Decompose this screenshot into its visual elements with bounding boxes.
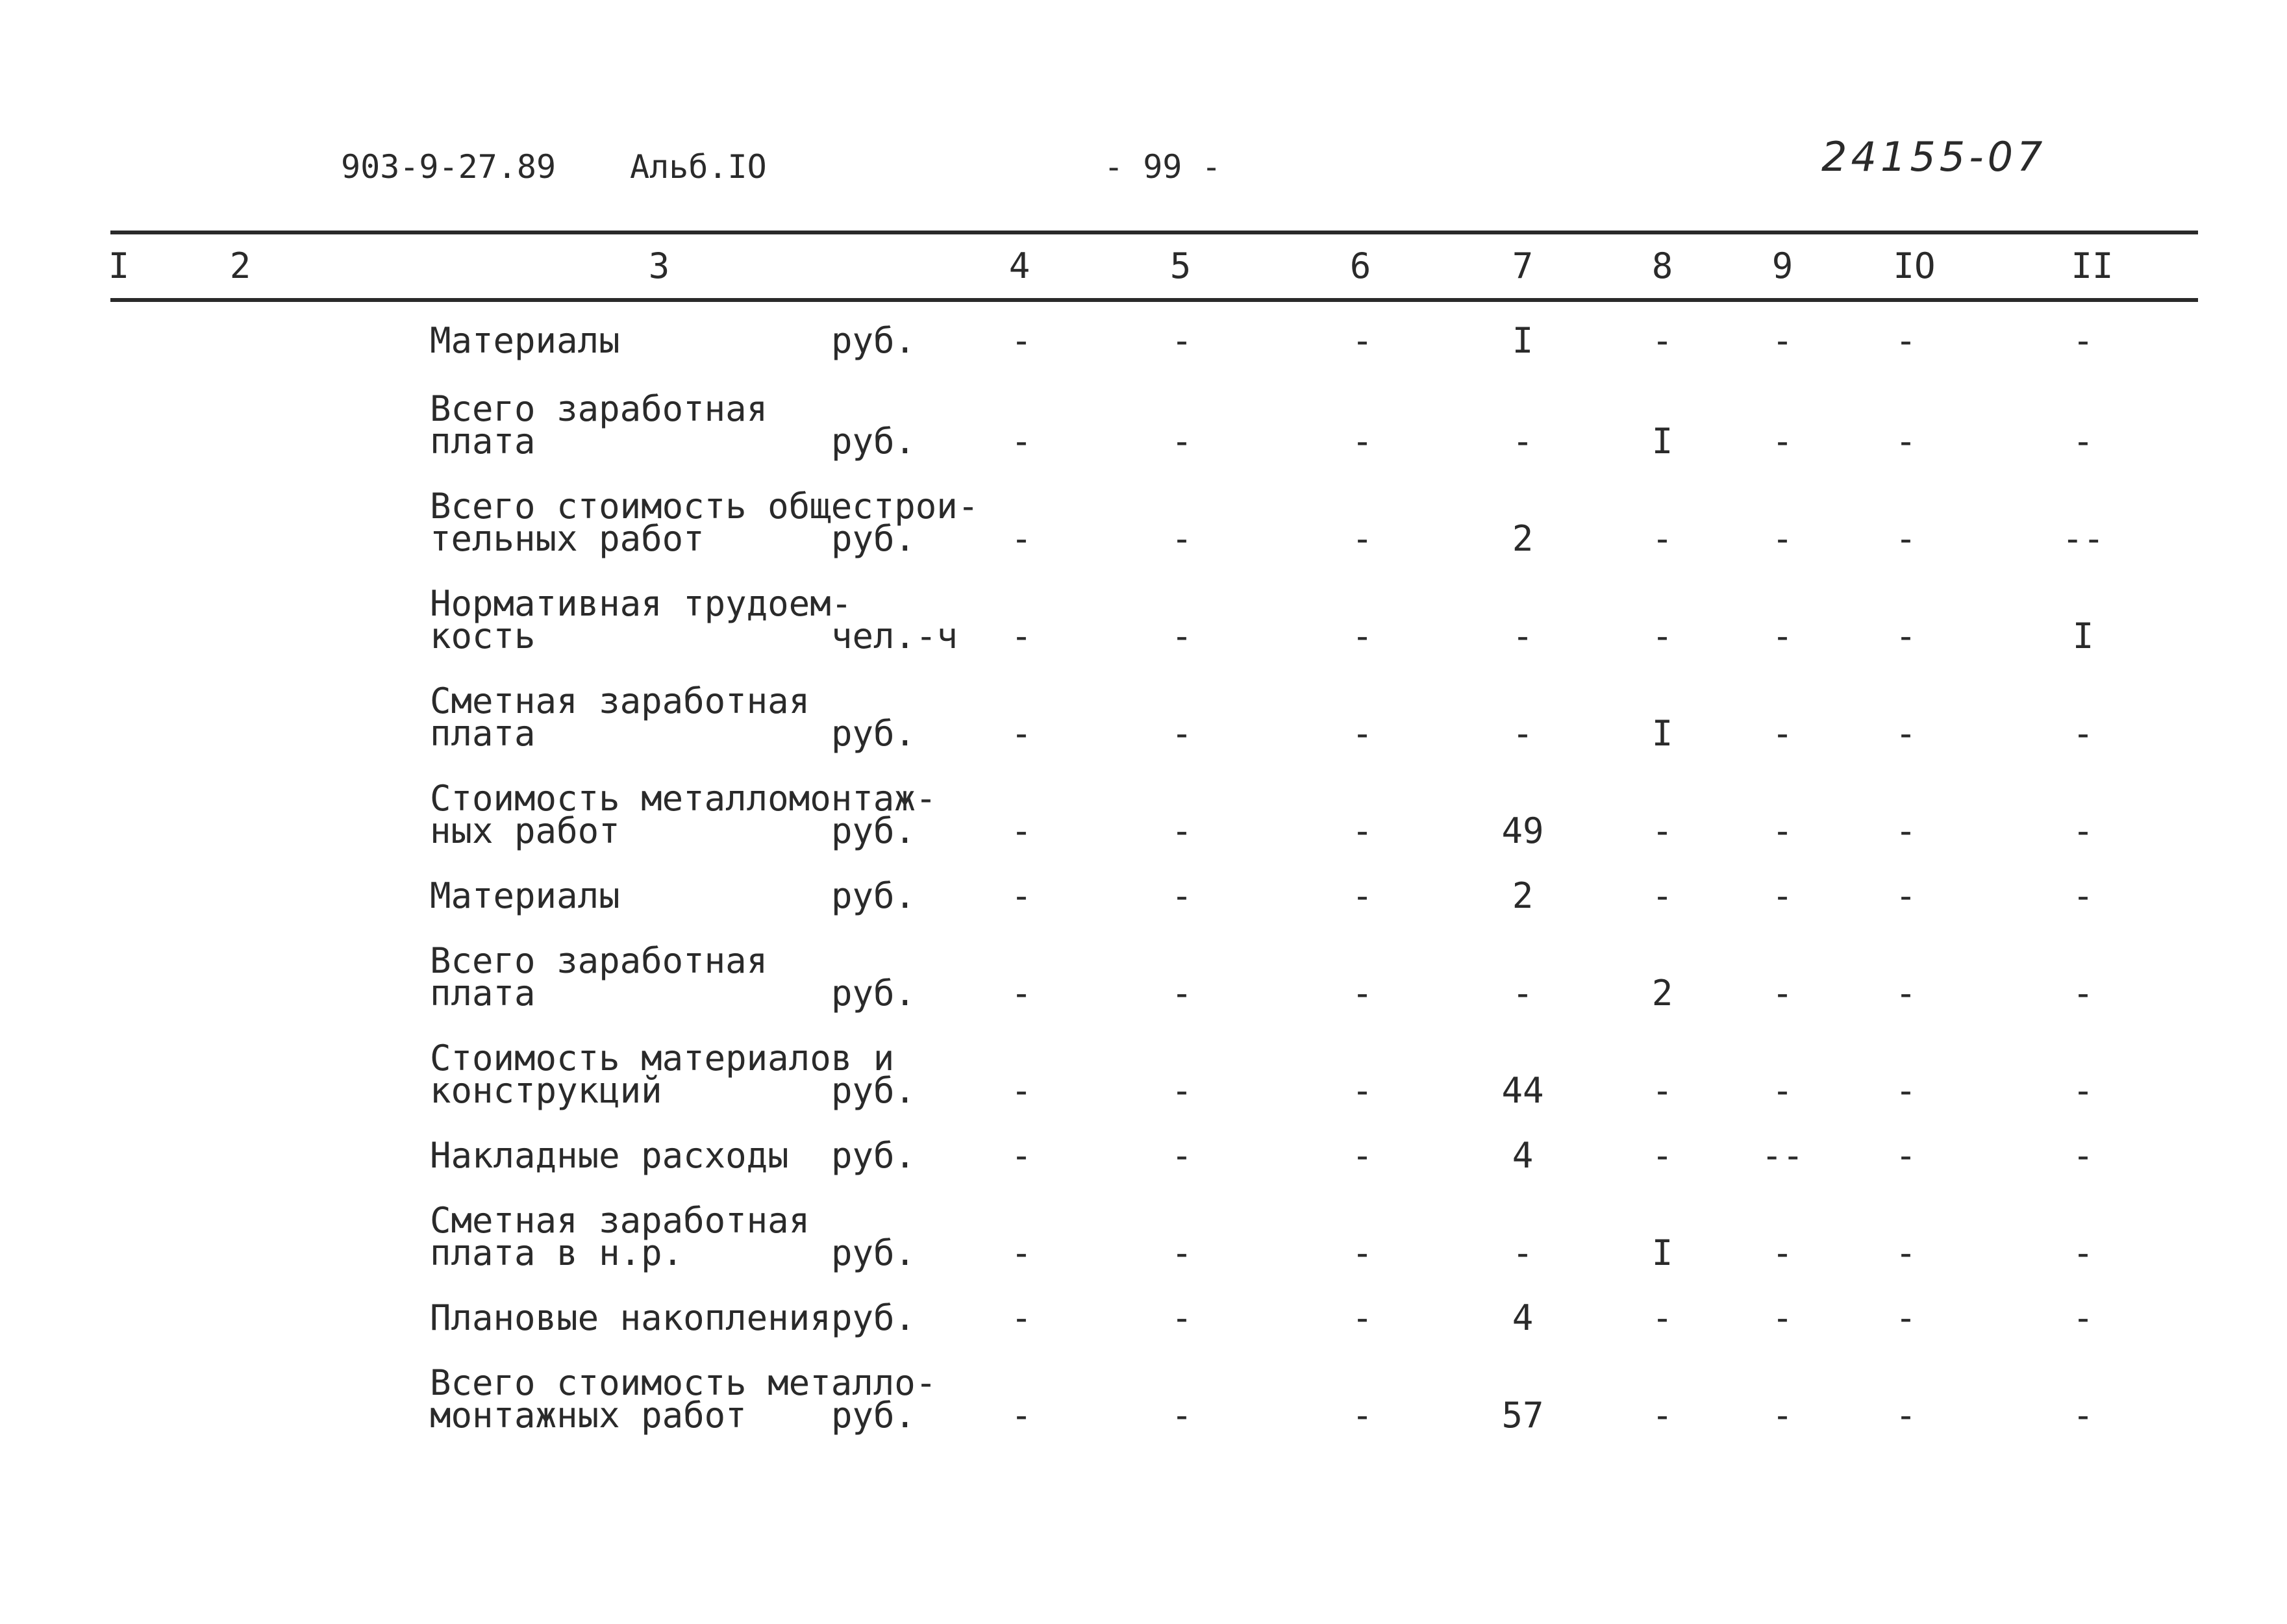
cell-col-5: - xyxy=(1171,713,1193,754)
column-header-11: II xyxy=(2071,245,2114,286)
cell-col-10: - xyxy=(1895,1232,1917,1273)
cell-col-9: - xyxy=(1771,518,1793,559)
row-description xyxy=(430,940,768,1014)
row-description-line: Сметная заработная xyxy=(430,681,810,721)
column-header-6: 6 xyxy=(1349,245,1371,286)
cell-col-11: -- xyxy=(2062,518,2105,559)
cell-col-10: - xyxy=(1895,320,1917,361)
document-code: 903-9-27.89 xyxy=(341,148,556,186)
cell-col-4: - xyxy=(1010,518,1032,559)
cell-col-11: - xyxy=(2072,421,2094,462)
row-unit: руб. xyxy=(831,421,916,462)
row-description-line: тельных работ xyxy=(430,518,705,559)
cell-col-11: - xyxy=(2072,1070,2094,1111)
cell-col-6: - xyxy=(1351,320,1373,361)
cell-col-5: - xyxy=(1171,1232,1193,1273)
row-description-line: Всего заработная xyxy=(430,940,768,981)
cell-col-7: - xyxy=(1512,713,1534,754)
cell-col-8: - xyxy=(1651,1395,1673,1436)
cell-col-8: 2 xyxy=(1651,973,1673,1014)
cell-col-10: - xyxy=(1895,875,1917,916)
page-number: - 99 - xyxy=(1104,148,1221,186)
column-header-5: 5 xyxy=(1169,245,1192,286)
cell-col-11: - xyxy=(2072,1395,2094,1436)
row-unit: руб. xyxy=(831,875,916,916)
cell-col-7: 57 xyxy=(1501,1395,1544,1436)
cell-col-9: - xyxy=(1771,973,1793,1014)
cell-col-4: - xyxy=(1010,320,1032,361)
row-description-line: Материалы xyxy=(430,875,620,916)
cell-col-7: - xyxy=(1512,1232,1534,1273)
column-header-7: 7 xyxy=(1512,245,1534,286)
cell-col-7: 2 xyxy=(1512,875,1534,916)
cell-col-4: - xyxy=(1010,973,1032,1014)
cell-col-5: - xyxy=(1171,1070,1193,1111)
cell-col-4: - xyxy=(1010,810,1032,851)
row-description-line: Нормативная трудоем- xyxy=(430,583,853,624)
cell-col-6: - xyxy=(1351,810,1373,851)
cell-col-6: - xyxy=(1351,518,1373,559)
column-header-10: IO xyxy=(1893,245,1936,286)
row-unit: руб. xyxy=(831,973,916,1014)
cell-col-11: - xyxy=(2072,1297,2094,1338)
cell-col-4: - xyxy=(1010,1070,1032,1111)
cell-col-9: - xyxy=(1771,1297,1793,1338)
cell-col-11: - xyxy=(2072,973,2094,1014)
cell-col-6: - xyxy=(1351,1070,1373,1111)
row-unit: руб. xyxy=(831,1297,916,1338)
row-unit: руб. xyxy=(831,713,916,754)
cell-col-8: - xyxy=(1651,810,1673,851)
cell-col-7: 44 xyxy=(1501,1070,1544,1111)
cell-col-4: - xyxy=(1010,616,1032,656)
cell-col-9: - xyxy=(1771,1070,1793,1111)
cell-col-8: - xyxy=(1651,1135,1673,1176)
cell-col-5: - xyxy=(1171,320,1193,361)
cell-col-9: - xyxy=(1771,875,1793,916)
row-unit: руб. xyxy=(831,1070,916,1111)
cell-col-11: - xyxy=(2072,320,2094,361)
cell-col-6: - xyxy=(1351,713,1373,754)
row-description xyxy=(430,388,768,462)
column-header-3: 3 xyxy=(648,245,670,286)
handwritten-inventory-number: 24155-07 xyxy=(1821,133,2047,181)
row-description-line: Материалы xyxy=(430,320,620,361)
column-header-2: 2 xyxy=(229,245,251,286)
column-header-4: 4 xyxy=(1008,245,1031,286)
cell-col-5: - xyxy=(1171,616,1193,656)
column-header-9: 9 xyxy=(1771,245,1793,286)
row-description xyxy=(430,1135,789,1176)
cell-col-7: 2 xyxy=(1512,518,1534,559)
cell-col-11: - xyxy=(2072,1232,2094,1273)
row-unit: руб. xyxy=(831,810,916,851)
row-description xyxy=(430,320,620,361)
cell-col-4: - xyxy=(1010,1395,1032,1436)
cell-col-9: - xyxy=(1771,810,1793,851)
cell-col-11: - xyxy=(2072,875,2094,916)
cell-col-4: - xyxy=(1010,875,1032,916)
row-description xyxy=(430,1038,895,1111)
cell-col-10: - xyxy=(1895,1070,1917,1111)
cell-col-9: -- xyxy=(1761,1135,1804,1176)
cell-col-6: - xyxy=(1351,875,1373,916)
row-unit: руб. xyxy=(831,320,916,361)
cell-col-8: - xyxy=(1651,518,1673,559)
row-description xyxy=(430,875,620,916)
row-description-line: кость xyxy=(430,616,536,656)
cell-col-5: - xyxy=(1171,421,1193,462)
cell-col-7: 4 xyxy=(1512,1135,1534,1176)
row-description-line: Плановые накопления xyxy=(430,1297,831,1338)
cell-col-9: - xyxy=(1771,1395,1793,1436)
cell-col-10: - xyxy=(1895,1135,1917,1176)
row-description-line: Сметная заработная xyxy=(430,1200,810,1241)
row-description xyxy=(430,583,853,656)
cell-col-10: - xyxy=(1895,1395,1917,1436)
cell-col-6: - xyxy=(1351,616,1373,656)
cell-col-10: - xyxy=(1895,973,1917,1014)
cell-col-6: - xyxy=(1351,421,1373,462)
cell-col-4: - xyxy=(1010,713,1032,754)
row-description-line: плата xyxy=(430,973,536,1014)
cell-col-11: I xyxy=(2072,616,2094,656)
cell-col-6: - xyxy=(1351,973,1373,1014)
cell-col-8: - xyxy=(1651,1070,1673,1111)
row-description-line: плата xyxy=(430,421,536,462)
cell-col-6: - xyxy=(1351,1297,1373,1338)
cell-col-11: - xyxy=(2072,1135,2094,1176)
cell-col-7: I xyxy=(1512,320,1534,361)
column-header-1: I xyxy=(108,245,130,286)
header-bottom-rule xyxy=(110,298,2198,302)
table-top-rule xyxy=(110,231,2198,234)
cell-col-9: - xyxy=(1771,421,1793,462)
cell-col-5: - xyxy=(1171,518,1193,559)
cell-col-7: - xyxy=(1512,616,1534,656)
cell-col-7: - xyxy=(1512,973,1534,1014)
column-header-8: 8 xyxy=(1651,245,1673,286)
row-description-line: Стоимость металломонтаж- xyxy=(430,778,937,819)
row-unit: руб. xyxy=(831,1135,916,1176)
cell-col-4: - xyxy=(1010,1297,1032,1338)
cell-col-5: - xyxy=(1171,973,1193,1014)
cell-col-11: - xyxy=(2072,713,2094,754)
cell-col-8: - xyxy=(1651,320,1673,361)
row-description-line: Всего стоимость общестрои- xyxy=(430,486,979,527)
cell-col-8: - xyxy=(1651,1297,1673,1338)
row-description-line: монтажных работ xyxy=(430,1395,747,1436)
cell-col-6: - xyxy=(1351,1135,1373,1176)
cell-col-8: I xyxy=(1651,1232,1673,1273)
cell-col-5: - xyxy=(1171,1297,1193,1338)
row-description-line: плата xyxy=(430,713,536,754)
cell-col-9: - xyxy=(1771,616,1793,656)
row-description xyxy=(430,1200,810,1273)
cell-col-5: - xyxy=(1171,1135,1193,1176)
cell-col-5: - xyxy=(1171,875,1193,916)
cell-col-5: - xyxy=(1171,1395,1193,1436)
cell-col-5: - xyxy=(1171,810,1193,851)
row-unit: руб. xyxy=(831,1395,916,1436)
cell-col-4: - xyxy=(1010,1232,1032,1273)
row-description-line: Всего стоимость металло- xyxy=(430,1362,937,1403)
row-unit: руб. xyxy=(831,518,916,559)
row-unit: руб. xyxy=(831,1232,916,1273)
row-description-line: Стоимость материалов и xyxy=(430,1038,895,1079)
cell-col-7: - xyxy=(1512,421,1534,462)
cell-col-10: - xyxy=(1895,713,1917,754)
row-description-line: Накладные расходы xyxy=(430,1135,789,1176)
album-number: Альб.IO xyxy=(630,148,767,186)
row-description-line: ных работ xyxy=(430,810,620,851)
row-description xyxy=(430,681,810,754)
row-description-line: плата в н.р. xyxy=(430,1232,684,1273)
cell-col-4: - xyxy=(1010,421,1032,462)
cell-col-4: - xyxy=(1010,1135,1032,1176)
cell-col-11: - xyxy=(2072,810,2094,851)
row-unit: чел.-ч xyxy=(831,616,958,656)
cell-col-10: - xyxy=(1895,1297,1917,1338)
row-description-line: Всего заработная xyxy=(430,388,768,429)
cell-col-7: 4 xyxy=(1512,1297,1534,1338)
cell-col-6: - xyxy=(1351,1395,1373,1436)
cell-col-9: - xyxy=(1771,713,1793,754)
cell-col-8: I xyxy=(1651,421,1673,462)
cell-col-6: - xyxy=(1351,1232,1373,1273)
cell-col-9: - xyxy=(1771,320,1793,361)
cell-col-10: - xyxy=(1895,616,1917,656)
cell-col-8: - xyxy=(1651,616,1673,656)
cell-col-8: - xyxy=(1651,875,1673,916)
cell-col-10: - xyxy=(1895,518,1917,559)
cell-col-10: - xyxy=(1895,421,1917,462)
cell-col-7: 49 xyxy=(1501,810,1544,851)
cell-col-10: - xyxy=(1895,810,1917,851)
cell-col-8: I xyxy=(1651,713,1673,754)
row-description-line: конструкций xyxy=(430,1070,662,1111)
cell-col-9: - xyxy=(1771,1232,1793,1273)
row-description xyxy=(430,1297,831,1338)
